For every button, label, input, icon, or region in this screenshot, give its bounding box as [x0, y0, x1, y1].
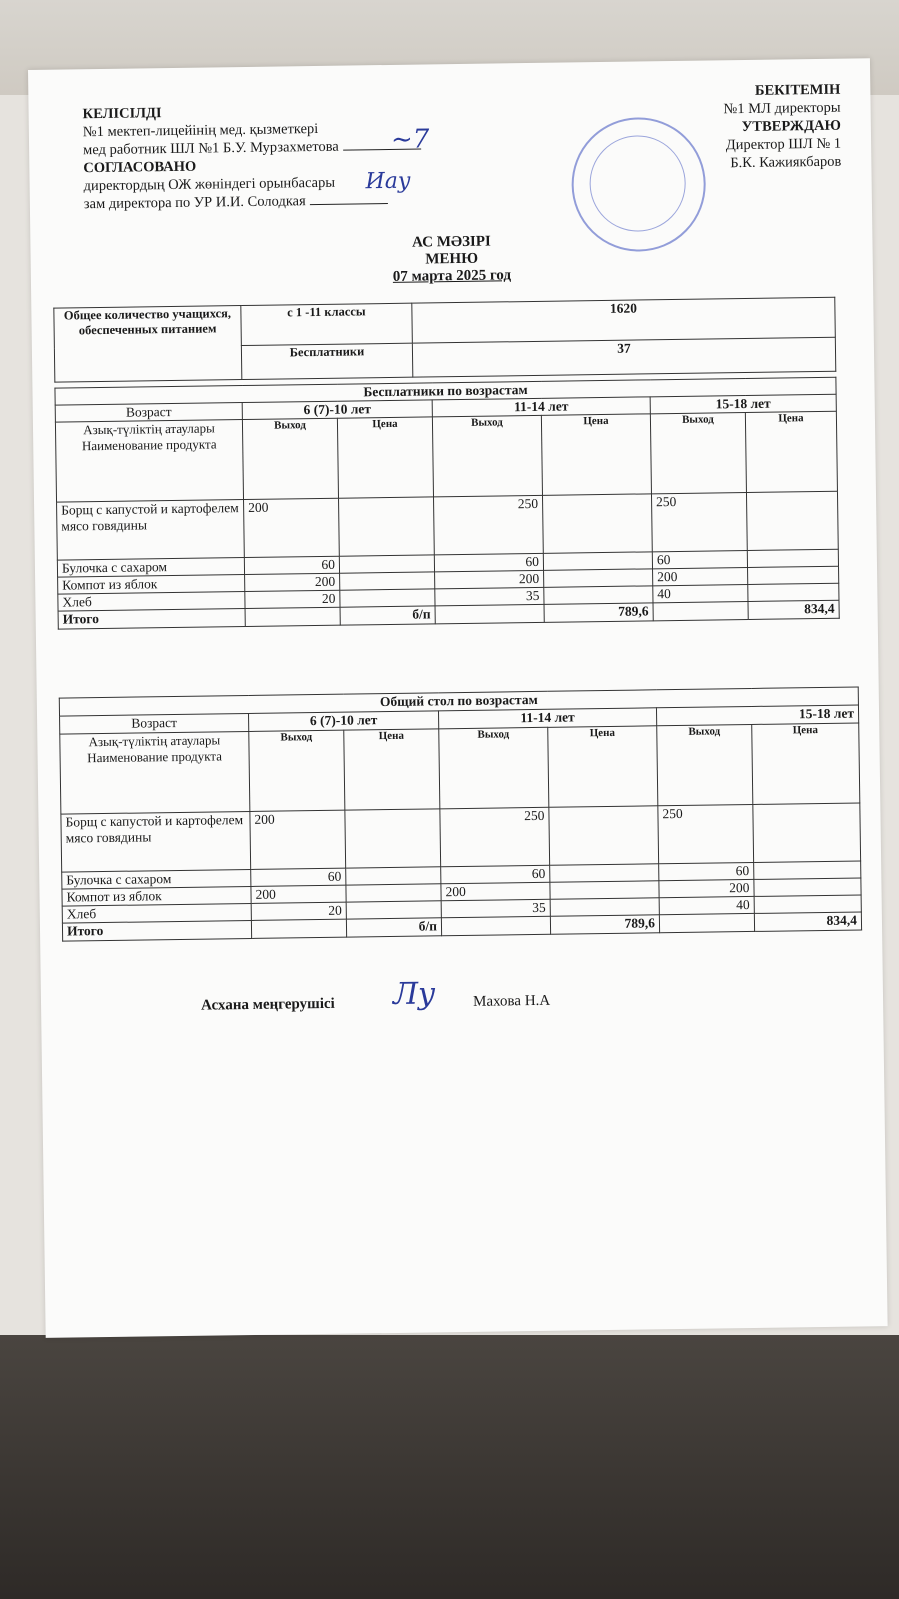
total-label: Итого — [58, 609, 245, 630]
out-header: Выход — [657, 724, 753, 805]
out-value: 200 — [653, 568, 748, 586]
out-value: 200 — [659, 879, 754, 897]
classes-label: с 1 -11 классы — [241, 303, 413, 345]
total-value-1: б/п — [340, 606, 435, 625]
table1-caption: Бесплатники по возрастам — [55, 377, 836, 405]
summary-table — [53, 297, 836, 383]
free-meals-table — [54, 377, 839, 630]
out-value: 250 — [440, 807, 550, 867]
product-name: Булочка с сахаром — [62, 869, 251, 889]
age-label: Возраст — [55, 403, 242, 423]
total-value-2: 789,6 — [550, 915, 659, 935]
out-value: 60 — [441, 865, 550, 884]
menu-title — [30, 228, 873, 291]
out-value: 60 — [244, 556, 339, 574]
out-value: 200 — [441, 882, 550, 901]
out-value: 200 — [250, 810, 346, 869]
out-value: 60 — [659, 862, 754, 880]
out-value: 200 — [245, 573, 340, 591]
product-name: Хлеб — [62, 903, 251, 923]
product-name: Компот из яблок — [62, 886, 251, 906]
total-value-2: 789,6 — [544, 603, 653, 623]
out-header: Выход — [439, 727, 549, 809]
free-label: Бесплатники — [241, 343, 412, 379]
med-worker-kz: №1 мектеп-лицейінің мед. қызметкері — [82, 120, 319, 141]
out-value: 200 — [244, 498, 340, 557]
out-value: 60 — [652, 551, 747, 569]
title-kz: АС МӘЗІРІ — [411, 233, 491, 251]
age-group-2: 11-14 лет — [438, 708, 656, 729]
age-label: Возраст — [60, 713, 249, 734]
price-header: Цена — [344, 729, 440, 810]
total-students-label: Общее количество учащихся, обеспеченных питанием — [54, 306, 242, 383]
table2-caption: Общий стол по возрастам — [59, 687, 858, 716]
director-ru: Директор ШЛ № 1 — [725, 135, 842, 154]
classes-value: 1620 — [412, 297, 836, 343]
out-header: Выход — [650, 413, 746, 494]
background-table — [0, 1335, 899, 1599]
product-header: Азық-түліктің атаулары Наименование продукта — [55, 420, 243, 503]
director-kz: №1 МЛ директоры — [723, 99, 841, 118]
deputy-kz: директордың ОЖ жөніндегі орынбасары — [83, 174, 336, 195]
product-name: Борщ с капустой и картофелем мясо говядины — [57, 500, 245, 561]
kelisildi-label: КЕЛІСІЛДІ — [82, 105, 162, 123]
product-name: Компот из яблок — [58, 575, 245, 595]
out-value: 200 — [251, 885, 346, 903]
menu-date: 07 марта 2025 год — [392, 267, 512, 285]
out-header: Выход — [432, 415, 542, 497]
out-header: Выход — [242, 418, 338, 499]
out-value: 35 — [435, 587, 544, 606]
price-header: Цена — [548, 726, 658, 808]
product-name: Булочка с сахаром — [57, 558, 244, 578]
product-name: Борщ с капустой и картофелем мясо говядины — [61, 811, 251, 872]
soglasovano-label: СОГЛАСОВАНО — [83, 158, 197, 177]
out-value: 250 — [658, 804, 754, 863]
deputy-ru: зам директора по УР И.И. Солодкая — [84, 191, 422, 214]
age-group-3: 15-18 лет — [650, 394, 836, 414]
product-name: Хлеб — [58, 592, 245, 612]
director-name: Б.К. Кажиякбаров — [730, 153, 842, 172]
age-group-1: 6 (7)-10 лет — [249, 711, 439, 732]
total-value-3: 834,4 — [748, 600, 839, 619]
out-value: 35 — [441, 899, 550, 918]
canteen-head-label: Асхана меңгерушісі — [200, 995, 335, 1014]
total-value-3: 834,4 — [754, 912, 861, 931]
bekitemin-label: БЕКІТЕМІН — [754, 81, 841, 99]
price-header: Цена — [752, 723, 860, 804]
out-value: 250 — [433, 495, 543, 555]
utverzhdayu-label: УТВЕРЖДАЮ — [741, 117, 841, 136]
out-value: 20 — [251, 902, 346, 920]
total-label: Итого — [62, 920, 251, 941]
signature-canteen: Лу — [392, 976, 436, 1012]
med-worker-ru: мед работник ШЛ №1 Б.У. Мурзахметова — [83, 137, 421, 160]
approval-right-block — [723, 81, 841, 173]
approval-left-block — [82, 101, 421, 214]
table-row — [57, 491, 839, 560]
out-value: 60 — [251, 868, 346, 886]
free-value: 37 — [412, 337, 835, 377]
out-value: 250 — [651, 493, 747, 552]
price-header: Цена — [541, 414, 651, 496]
out-value: 60 — [434, 553, 543, 572]
price-header: Цена — [745, 411, 837, 492]
out-value: 20 — [245, 590, 340, 608]
age-group-3: 15-18 лет — [656, 705, 858, 726]
signature-deputy: Иау — [365, 168, 411, 195]
out-value: 40 — [653, 585, 748, 603]
menu-document — [28, 58, 888, 1338]
age-group-2: 11-14 лет — [432, 397, 650, 417]
out-value: 200 — [435, 570, 544, 589]
general-table — [59, 686, 862, 941]
title-ru: МЕНЮ — [425, 250, 479, 268]
age-group-1: 6 (7)-10 лет — [242, 400, 432, 420]
out-header: Выход — [249, 730, 345, 811]
signature-med: ~7 — [390, 124, 430, 155]
product-header: Азық-түліктің атаулары Наименование продукта — [60, 731, 250, 814]
out-value: 40 — [659, 896, 754, 914]
total-value-1: б/п — [346, 918, 441, 937]
canteen-head-name: Махова Н.А — [472, 992, 551, 1010]
price-header: Цена — [337, 417, 433, 498]
